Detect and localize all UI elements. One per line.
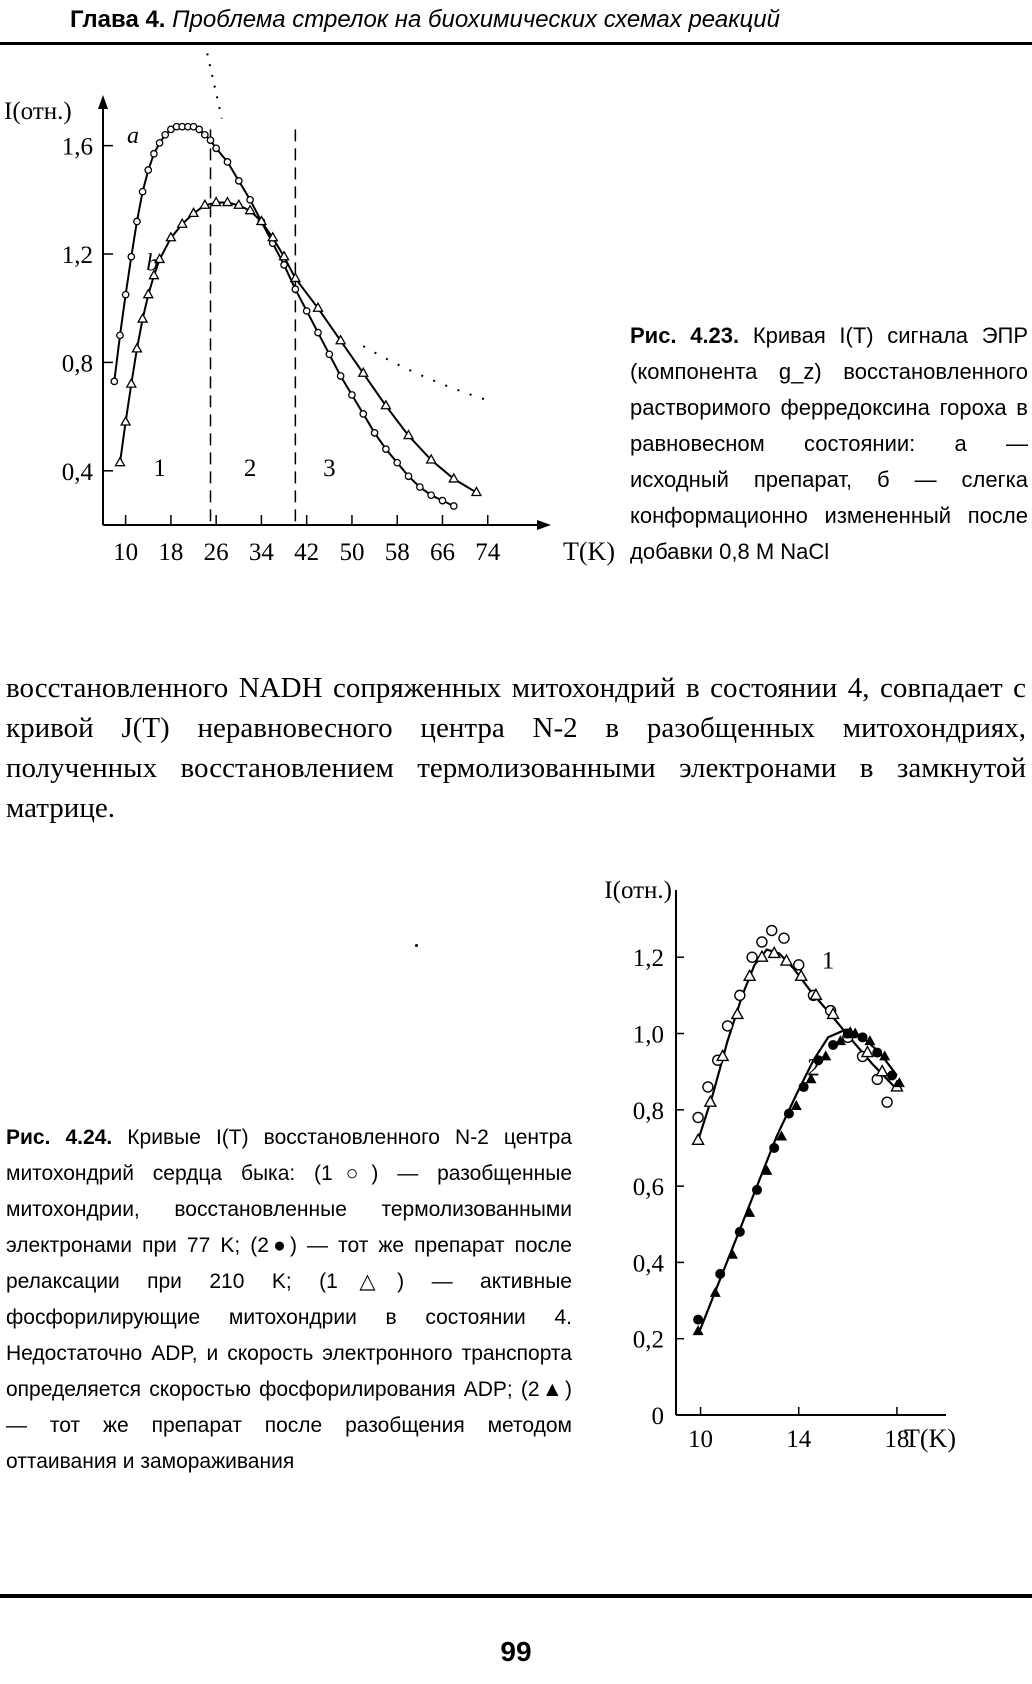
data-point-filled-circle — [693, 1315, 703, 1325]
data-point-a — [139, 189, 145, 195]
data-point-a — [122, 291, 128, 297]
data-point-a — [349, 392, 355, 398]
x-tick-label: 18 — [158, 539, 184, 566]
data-point-open-circle — [723, 1021, 733, 1031]
data-point-filled-circle — [784, 1109, 794, 1119]
page-number: 99 — [500, 1636, 532, 1667]
data-point-filled-triangle — [727, 1249, 738, 1259]
running-head — [70, 6, 780, 34]
stray-dot — [415, 944, 418, 947]
data-point-a — [224, 159, 230, 165]
header-rule — [0, 42, 1032, 45]
y-tick-label: 0,8 — [61, 350, 93, 378]
data-point-filled-triangle — [820, 1050, 831, 1060]
figure-4-23-text: Кривая I(T) сигнала ЭПР (компонента g_z) восстановленного растворимого ферредоксина гороха в равновесном состоянии: a — исходный препарат, б — слегка конформационно измененный после добавки 0,8 M NaCl — [630, 323, 1028, 564]
data-point-a — [196, 126, 202, 132]
data-point-b — [291, 273, 300, 281]
y-tick-label: 0,4 — [632, 1250, 664, 1278]
data-point-a — [405, 473, 411, 479]
data-point-filled-circle — [752, 1185, 762, 1195]
data-point-open-circle — [794, 960, 804, 970]
data-point-filled-circle — [872, 1048, 882, 1058]
data-point-a — [439, 497, 445, 503]
x-tick-label: 74 — [475, 539, 501, 566]
page-header — [0, 0, 1032, 46]
data-point-open-triangle — [693, 1134, 704, 1144]
data-point-filled-circle — [769, 1143, 779, 1153]
data-point-open-triangle — [744, 970, 755, 980]
data-point-b — [144, 290, 153, 298]
x-tick-label: 18 — [884, 1426, 910, 1453]
x-tick-label: 26 — [203, 539, 229, 566]
fit-curve-2 — [698, 1030, 897, 1335]
region-label: 1 — [153, 455, 166, 483]
x-axis-label: T(K) — [904, 1424, 956, 1453]
data-point-a — [134, 218, 140, 224]
data-point-open-circle — [747, 952, 757, 962]
data-point-a — [236, 178, 242, 184]
extrapolation-line — [363, 346, 487, 400]
data-point-filled-triangle — [710, 1287, 721, 1297]
figure-4-24-chart — [580, 870, 1032, 1570]
x-axis-label: T(K) — [563, 537, 615, 566]
data-point-a — [360, 411, 366, 417]
data-point-filled-circle — [799, 1082, 809, 1092]
x-tick-label: 10 — [113, 539, 139, 566]
data-point-a — [151, 151, 157, 157]
x-tick-label: 34 — [248, 539, 274, 566]
data-point-a — [383, 446, 389, 452]
data-point-open-circle — [735, 990, 745, 1000]
footer-rule — [0, 1594, 1032, 1598]
data-point-a — [394, 459, 400, 465]
data-point-a — [371, 430, 377, 436]
x-tick-label: 42 — [294, 539, 320, 566]
data-point-a — [451, 503, 457, 509]
y-tick-label: 0,8 — [632, 1097, 664, 1125]
data-point-open-circle — [882, 1097, 892, 1107]
data-point-a — [292, 286, 298, 292]
data-point-a — [156, 140, 162, 146]
data-point-b — [138, 314, 147, 322]
data-point-a — [117, 332, 123, 338]
figure-4-24-label: Рис. 4.24. — [6, 1126, 113, 1149]
series-line-a — [114, 127, 454, 506]
extrapolation-line — [205, 43, 222, 119]
y-tick-label: 0,2 — [632, 1326, 664, 1354]
figure-4-24-caption — [6, 1120, 572, 1480]
data-point-a — [128, 254, 134, 260]
figure-4-23-label: Рис. 4.23. — [630, 323, 740, 348]
data-point-b — [115, 458, 124, 466]
data-point-open-circle — [767, 926, 777, 936]
figure-4-24-text: Кривые I(T) восстановленного N-2 центра митохондрий сердца быка: (1○) — разобщенные митохондрии, восстановленные термолизованными электронами при 77 K; (2●) — тот же препарат после релаксации при 210 K; (1△) — активные фосфорилирующие митохондрии в состоянии 4. Недостаточно ADP, и скорость электронного транспорта определяется скоростью фосфорилирования ADP; (2▲) — тот же препарат после разобщения методом оттаивания и замораживания — [6, 1126, 572, 1473]
y-tick-label: 0,4 — [61, 458, 93, 486]
data-point-a — [417, 484, 423, 490]
x-tick-label: 14 — [786, 1426, 812, 1453]
region-label: 3 — [323, 455, 336, 483]
data-point-a — [315, 329, 321, 335]
data-point-b — [189, 208, 198, 216]
data-point-open-circle — [693, 1112, 703, 1122]
data-point-a — [145, 167, 151, 173]
data-point-filled-circle — [715, 1269, 725, 1279]
y-axis-arrow — [98, 95, 108, 109]
data-point-b — [132, 344, 141, 352]
y-tick-label: 1,0 — [632, 1021, 664, 1049]
data-point-a — [202, 132, 208, 138]
data-point-a — [337, 373, 343, 379]
data-point-filled-circle — [735, 1227, 745, 1237]
series-label-b: b — [146, 250, 159, 277]
figure-4-23-chart — [0, 95, 615, 615]
y-axis-label: I(отн.) — [4, 98, 72, 125]
data-point-a — [326, 351, 332, 357]
x-tick-label: 58 — [384, 539, 410, 566]
series-label-a: a — [126, 122, 139, 149]
body-paragraph: восстановленного NADH сопряженных митохондрий в состоянии 4, совпадает с кривой J(T) неравновесного центра N-2 в разобщенных митохондриях, полученных восстановлением термолизованными электронами в замкнутой матрице. — [6, 672, 1026, 824]
series-label-1: 1 — [821, 947, 835, 975]
data-point-a — [111, 378, 117, 384]
series-line-b — [120, 203, 476, 493]
chapter-title: Проблема стрелок на биохимических схемах реакций — [172, 6, 780, 33]
data-point-a — [162, 132, 168, 138]
y-tick-label: 1,2 — [61, 242, 93, 270]
data-point-open-triangle — [732, 1008, 743, 1018]
data-point-open-triangle — [705, 1096, 716, 1106]
data-point-open-circle — [703, 1082, 713, 1092]
data-point-a — [303, 308, 309, 314]
region-label: 2 — [243, 455, 257, 483]
data-point-a — [247, 197, 253, 203]
y-tick-label: 0,6 — [632, 1174, 664, 1202]
y-tick-label: 0 — [651, 1403, 664, 1430]
data-point-b — [127, 379, 136, 387]
x-tick-label: 66 — [429, 539, 455, 566]
x-tick-label: 10 — [688, 1426, 714, 1453]
y-tick-label: 1,6 — [61, 133, 93, 161]
chapter-number: Глава 4. — [70, 6, 166, 33]
x-tick-label: 50 — [339, 539, 365, 566]
data-point-a — [213, 145, 219, 151]
data-point-a — [207, 137, 213, 143]
y-tick-label: 1,2 — [632, 945, 664, 973]
data-point-a — [428, 492, 434, 498]
series-label-2: 2 — [807, 1054, 820, 1082]
y-axis-label: I(отн.) — [604, 877, 672, 904]
data-point-open-triangle — [756, 951, 767, 961]
data-point-b — [121, 417, 130, 425]
data-point-filled-circle — [887, 1070, 897, 1080]
figure-4-23-caption — [630, 318, 1028, 570]
x-axis-arrow — [537, 520, 551, 530]
data-point-open-circle — [757, 937, 767, 947]
data-point-open-circle — [779, 933, 789, 943]
